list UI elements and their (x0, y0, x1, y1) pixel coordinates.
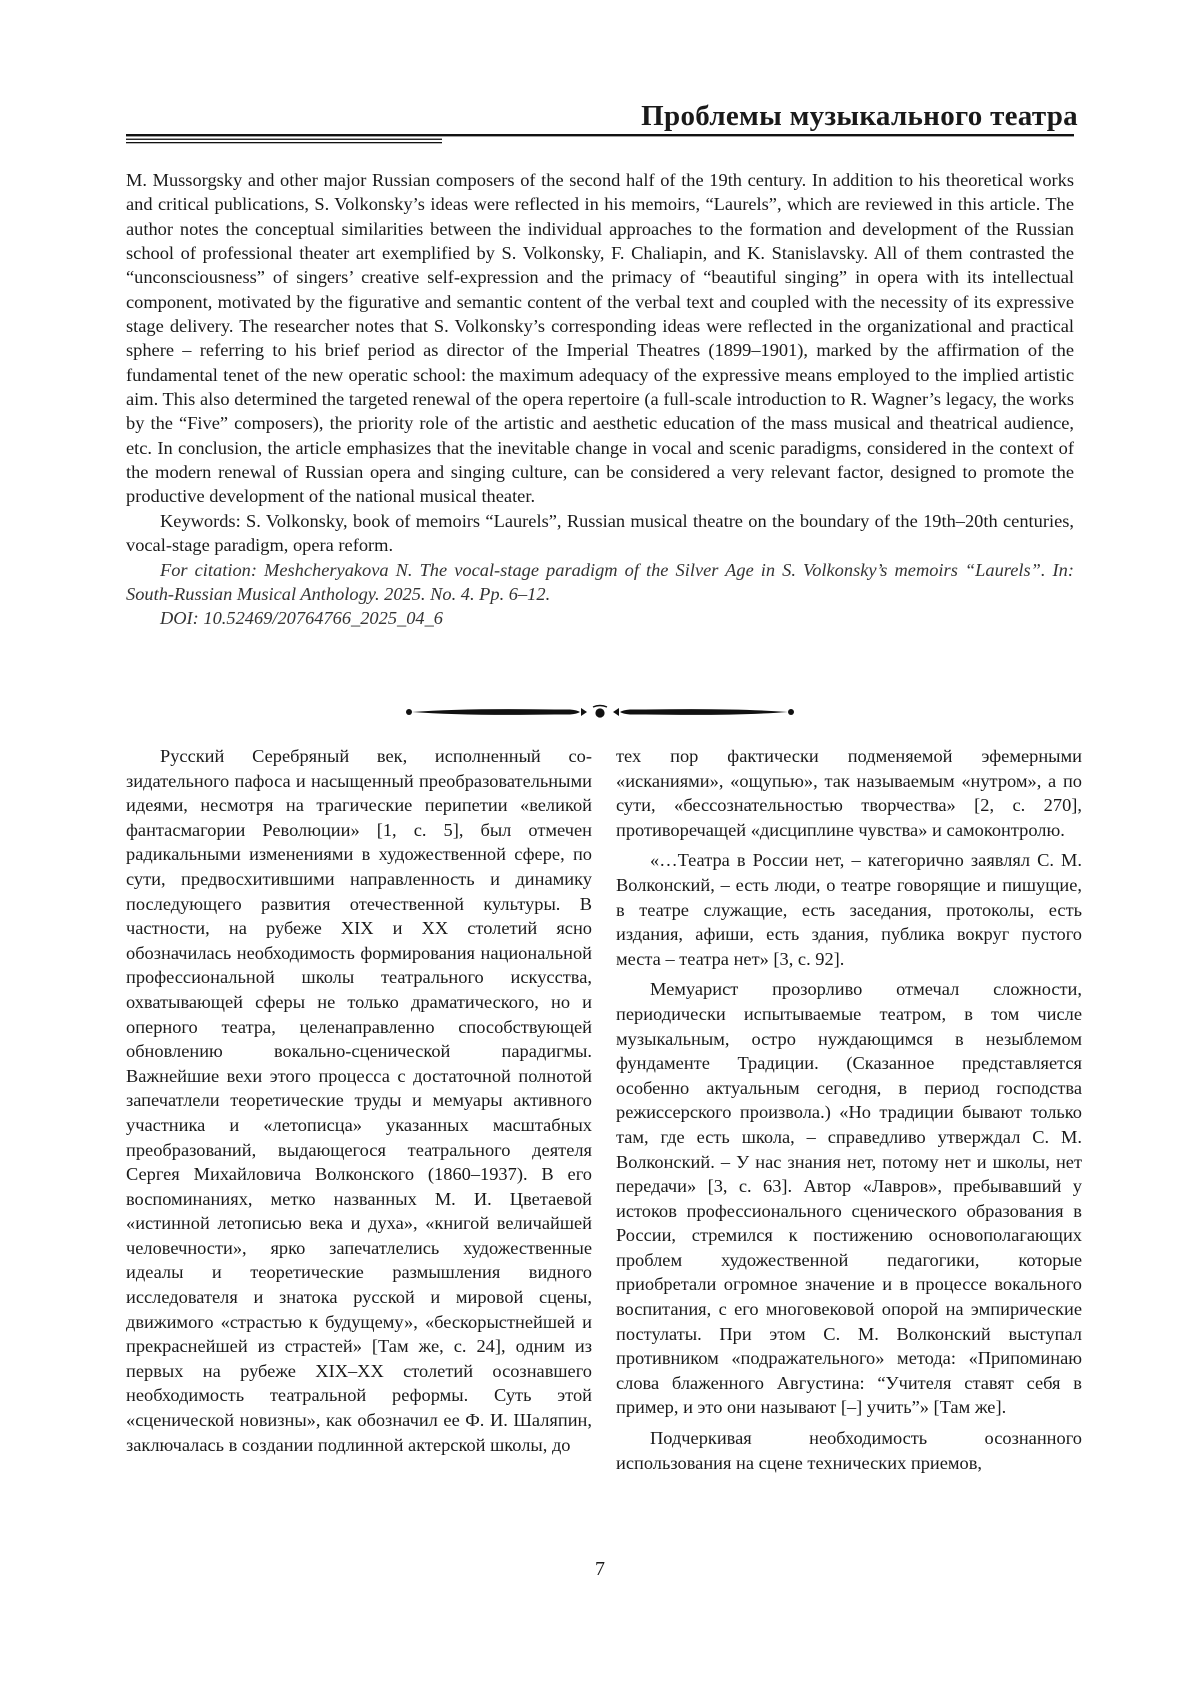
right-paragraph-3: Мемуарист прозорливо отмечал сложности, периодически испытываемые театром, в том числе музыкальным, остро нуждающимся в незыблемом фундаменте Традиции. (Сказанное представляется особенно актуальным сегодня, в период господства режиссерского произвола.) «Но традиции бывают только там, где есть школа, – справедливо утверждал С. М. Волконский. – У нас знания нет, потому нет и школы, нет передачи» [3, с. 63]. Автор «Лавров», пребывавший у истоков профессионального сценического образования в России, стремился к постижению основополагающих проблем художественной педагогики, которые приобретали огромное значение и в процессе вокального воспитания, с его многовековой опорой на эмпирические постулаты. При этом С. М. Волконский выступал противником «подражательного» метода: «Припоминаю слова блаженного Августина: “Учителя ставят себя в пример, и это они называют [–] учить”» [Там же]. (616, 979, 1082, 1418)
divider-ornament-icon (405, 703, 795, 721)
header-rule-short-1 (126, 139, 442, 140)
body-column-right (616, 744, 1082, 1475)
ornamental-divider (405, 703, 795, 721)
header-rule-top (126, 134, 1074, 136)
right-paragraph-2: «…Театра в России нет, – категорично заявлял С. М. Волконский, – есть люди, о театре говорящие и пишущие, в театре служащие, есть заседания, протоколы, есть издания, афиши, есть здания, публика вокруг пустого места – театра нет» [3, с. 92]. (616, 850, 1082, 969)
header-rules (126, 134, 1074, 146)
abstract-text: M. Mussorgsky and other major Russian composers of the second half of the 19th century. In addition to his theoretical works and critical publications, S. Volkonsky’s ideas were reflected in his memoirs, “Laurels”, which are reviewed in this article. The author notes the conceptual similarities between the individual approaches to the formation and development of the Russian school of professional theater art exemplified by S. Volkonsky, F. Chaliapin, and K. Stanislavsky. All of them contrasted the “unconsciousness” of singers’ creative self-expression and the primacy of “beautiful singing” in opera with its intellectual component, motivated by the figurative and semantic content of the verbal text and coupled with the necessity of its expressive stage delivery. The researcher notes that S. Volkonsky’s corresponding ideas were reflected in the organizational and practical sphere – referring to his brief period as director of the Imperial Theatres (1899–1901), marked by the affirmation of the fundamental tenet of the new operatic school: the maximum adequacy of the expressive means employed to the implied artistic aim. This also determined the targeted renewal of the opera repertoire (a full-scale introduction to R. Wagner’s legacy, the works by the “Five” composers), the priority role of the artistic and aesthetic education of the mass musical and theatrical audience, etc. In conclusion, the article emphasizes that the inevitable change in vocal and scenic paradigms, considered in the context of the modern renewal of Russian opera and singing culture, can be considered a very relevant factor, designed to promote the productive development of the national musical theater. (126, 170, 1074, 507)
body-column-left (126, 744, 592, 1457)
keywords: Keywords: S. Volkonsky, book of memoirs “Laurels”, Russian musical theatre on the boundary of the 19th–20th centuries, vocal-stage paradigm, opera reform. (126, 510, 1074, 556)
abstract-block (126, 168, 1074, 631)
header-rule-short-2 (126, 142, 442, 143)
running-header-title: Проблемы музыкального театра (641, 100, 1078, 132)
right-paragraph-1: тех пор фактически подменяемой эфемерными «исканиями», «ощупью», так называемым «нутром», а по сути, «бессознательностью творчества» [2, с. 270], противоречащей «дисциплине чувства» и самоконтролю. (616, 746, 1082, 840)
left-paragraph-1: Русский Серебряный век, исполненный созидательного пафоса и насыщенный преобразовательными идеями, несмотря на трагические перипетии «великой фантасмагории Революции» [1, с. 5], был отмечен радикальными изменениями в художественной сфере, по сути, предвосхитившими направленность и динамику последующего развития отечественной культуры. В частности, на рубеже XIX и XX столетий ясно обозначилась необходимость формирования национальной профессиональной школы театрального искусства, охватывающей сферы не только драматического, но и оперного театра, целенаправленно способствующей обновлению вокально-сценической парадигмы. Важнейшие вехи этого процесса с достаточной полнотой запечатлели теоретические труды и мемуары активного участника и «летописца» указанных масштабных преобразований, выдающегося театрального деятеля Сергея Михайловича Волконского (1860–1937). В его воспоминаниях, метко названных М. И. Цветаевой «истинной летописью века и духа», «книгой величайшей человечности», ярко запечатлелись художественные идеалы и теоретические размышления видного исследователя и знатока русской и мировой сцены, движимого «страстью к будущему», «бескорыстнейшей и прекраснейшей из страстей» [Там же, с. 24], одним из первых на рубеже XIX–XX столетий осознавшего необходимость театральной реформы. Суть этой «сценической новизны», как обозначил ее Ф. И. Шаляпин, заключалась в создании подлинной актерской школы, до (126, 746, 592, 1455)
page-number: 7 (595, 1558, 605, 1580)
doi: DOI: 10.52469/20764766_2025_04_6 (160, 608, 443, 629)
header-rule-lines (126, 134, 1074, 146)
right-paragraph-4: Подчеркивая необходимость осознанного использования на сцене технических приемов, (616, 1428, 1082, 1473)
citation: For citation: Meshcheryakova N. The vocal-stage paradigm of the Silver Age in S. Volkonsky’s memoirs “Laurels”. In: South-Russian Musical Anthology. 2025. No. 4. Pp. 6–12. (126, 559, 1074, 604)
